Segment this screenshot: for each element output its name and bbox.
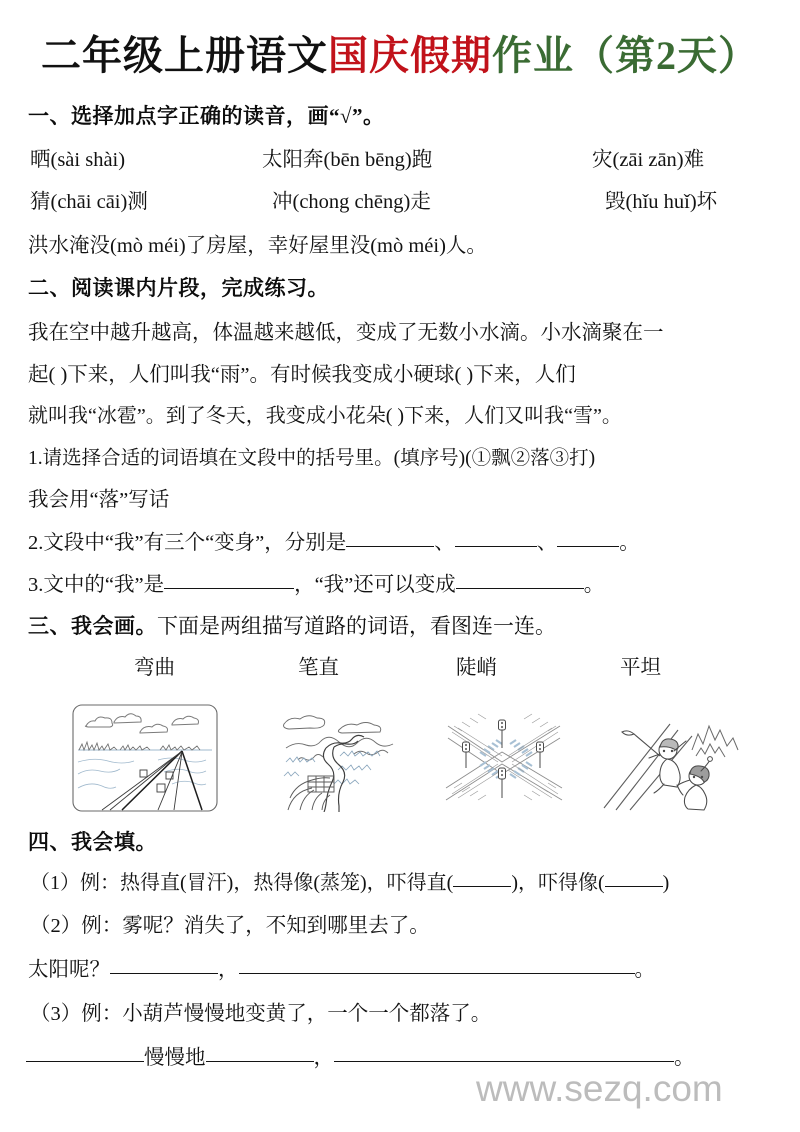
section-two-passage-line-3: 就叫我“冰雹”。到了冬天，我变成小花朵( )下来，人们又叫我“雪”。 [28,405,622,427]
section-one-heading: 一、选择加点字正确的读音，画“√”。 [28,104,385,128]
winding-mountain-road-picture [278,704,410,812]
item-2-answer-end: 。 [634,959,655,981]
item-1-mid-3: )，吓得像( [511,872,605,894]
item-1-mid-1: )，热得像( [226,872,320,894]
section-one-row1-item3: 灾(zāi zān)难 [592,149,705,171]
answer-blank[interactable] [26,1046,144,1062]
question-2-end: 。 [619,532,640,554]
section-three-heading-bold: 三、我会画。 [28,614,157,638]
section-three-heading [28,610,556,640]
title-segment-subject: 二年级上册语文 [41,33,328,78]
section-four-item-1 [30,866,669,895]
section-two-question-3 [28,567,604,597]
children-climbing-picture [600,704,740,812]
answer-blank[interactable] [346,531,434,547]
answer-blank[interactable] [110,958,218,974]
section-four-heading: 四、我会填。 [28,830,157,854]
item-3-answer-comma: ， [313,1047,334,1069]
section-one-row1-item2: 太阳奔(bēn bēng)跑 [262,149,433,171]
item-1-mid-2: )，吓得直( [360,872,454,894]
answer-blank[interactable] [334,1046,674,1062]
section-two-heading: 二、阅读课内片段，完成练习。 [28,276,329,300]
section-three-heading-rest: 下面是两组描写道路的词语，看图连一连。 [157,614,556,638]
section-one-row2-item3: 毁(hǐu huǐ)坏 [605,191,718,213]
answer-blank[interactable] [164,573,294,589]
title-segment-holiday: 国庆假期 [328,33,492,78]
question-2-separator-2: 、 [536,532,558,554]
section-two-passage-line-1: 我在空中越升越高，体温越来越低，变成了无数小水滴。小水滴聚在一 [28,322,664,344]
word-label-bizhi: 笔直 [298,657,339,679]
question-2-separator-1: 、 [434,532,455,554]
answer-blank[interactable] [557,531,619,547]
section-two-passage-line-2: 起( )下来，人们叫我“雨”。有时候我变成小硬球( )下来，人们 [28,364,576,386]
answer-blank[interactable] [605,871,663,887]
section-four-item-2: （2）例：雾呢？消失了，不知到哪里去了。 [30,915,430,937]
answer-blank[interactable] [206,1046,314,1062]
section-four-item-3: （3）例：小葫芦慢慢地变黄了，一个一个都落了。 [30,1003,492,1025]
section-two-question-1: 1.请选择合适的词语填在文段中的括号里。(填序号)(①飘②落③打) [28,448,596,469]
answer-blank[interactable] [453,871,511,887]
question-2-prefix: 2.文段中“我”有三个“变身”，分别是 [28,532,347,554]
answer-blank[interactable] [239,958,635,974]
word-label-pingtan: 平坦 [620,657,661,679]
site-watermark: www.sezq.com [476,1068,723,1109]
section-two-question-2 [28,525,640,555]
item-1-prefix: （1）例：热得直( [30,872,187,894]
item-1-example-2: 蒸笼 [320,872,360,894]
section-one-row1-item1: 晒(sài shài) [30,149,126,171]
word-label-wanqu: 弯曲 [134,657,175,679]
section-four-item-3-answer [26,1040,695,1070]
question-3-end: 。 [583,574,605,596]
page-title [0,34,800,78]
question-3-mid: ，“我”还可以变成 [294,574,456,596]
item-2-answer-comma: ， [218,959,239,981]
item-3-answer-mid: 慢慢地 [144,1047,206,1069]
item-1-example-1: 冒汗 [186,872,227,894]
section-four-item-2-answer [28,952,655,982]
word-label-douqiao: 陡峭 [456,657,497,679]
crossroads-picture [440,704,572,812]
answer-blank[interactable] [456,573,584,589]
item-2-answer-prefix: 太阳呢？ [28,959,110,981]
section-one-sentence: 洪水淹没(mò méi)了房屋，幸好屋里没(mò méi)人。 [28,235,487,257]
item-1-suffix: ) [662,872,670,894]
section-two-question-1-followup: 我会用“落”写话 [28,489,170,511]
item-3-answer-end: 。 [674,1047,695,1069]
section-one-row2-item1: 猜(chāi cāi)测 [30,191,148,213]
answer-blank[interactable] [455,531,537,547]
section-one-row2-item2: 冲(chong chēng)走 [272,191,431,213]
straight-road-picture [72,704,218,812]
title-segment-homework: 作业（第2天） [492,33,759,78]
question-3-prefix: 3.文中的“我”是 [28,574,165,596]
